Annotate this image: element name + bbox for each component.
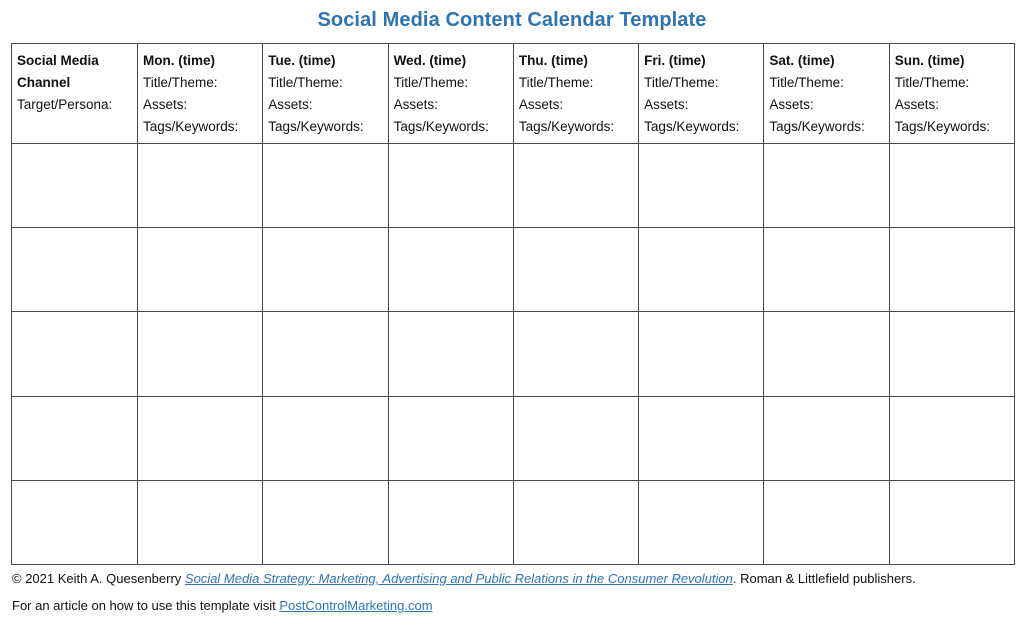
content-calendar-table	[11, 43, 1015, 565]
calendar-cell[interactable]	[263, 312, 388, 396]
header-cell-tue	[263, 44, 388, 144]
calendar-cell[interactable]	[639, 396, 764, 480]
tags-keywords-label: Tags/Keywords:	[894, 119, 990, 134]
target-persona-label: Target/Persona:	[17, 97, 113, 112]
header-cell-thu	[513, 44, 638, 144]
title-theme-label: Title/Theme:	[143, 75, 218, 90]
calendar-cell[interactable]	[764, 480, 889, 564]
assets-label: Assets:	[143, 97, 188, 112]
calendar-cell[interactable]	[263, 396, 388, 480]
calendar-cell[interactable]	[138, 480, 263, 564]
header-cell-sun	[889, 44, 1014, 144]
day-heading: Thu. (time)	[518, 53, 588, 68]
calendar-row	[12, 228, 1015, 312]
title-theme-label: Title/Theme:	[393, 75, 469, 90]
header-cell-wed	[388, 44, 513, 144]
tags-keywords-label: Tags/Keywords:	[644, 119, 740, 134]
calendar-cell[interactable]	[513, 480, 638, 564]
calendar-cell[interactable]	[639, 144, 764, 228]
calendar-cell[interactable]	[889, 144, 1014, 228]
calendar-cell[interactable]	[639, 228, 764, 312]
calendar-row	[12, 396, 1015, 480]
day-heading: Sun. (time)	[894, 53, 965, 68]
calendar-cell[interactable]	[513, 312, 638, 396]
assets-label: Assets:	[268, 97, 313, 112]
calendar-cell[interactable]	[388, 144, 513, 228]
title-theme-label: Title/Theme:	[894, 75, 970, 90]
title-theme-label: Title/Theme:	[518, 75, 594, 90]
calendar-row	[12, 144, 1015, 228]
header-cell-fri	[639, 44, 764, 144]
calendar-cell[interactable]	[764, 396, 889, 480]
tags-keywords-label: Tags/Keywords:	[769, 119, 865, 134]
assets-label: Assets:	[894, 97, 939, 112]
copyright-line	[12, 571, 916, 586]
calendar-cell[interactable]	[138, 312, 263, 396]
tags-keywords-label: Tags/Keywords:	[143, 119, 239, 134]
calendar-cell[interactable]	[513, 396, 638, 480]
calendar-cell[interactable]	[764, 144, 889, 228]
calendar-cell[interactable]	[513, 228, 638, 312]
header-cell-sat	[764, 44, 889, 144]
title-theme-label: Title/Theme:	[268, 75, 343, 90]
calendar-row	[12, 312, 1015, 396]
calendar-cell[interactable]	[639, 480, 764, 564]
calendar-cell[interactable]	[138, 228, 263, 312]
calendar-cell[interactable]	[138, 396, 263, 480]
calendar-cell[interactable]	[12, 480, 138, 564]
calendar-cell[interactable]	[764, 312, 889, 396]
calendar-cell[interactable]	[889, 396, 1014, 480]
calendar-cell[interactable]	[764, 228, 889, 312]
calendar-cell[interactable]	[639, 312, 764, 396]
calendar-cell[interactable]	[388, 396, 513, 480]
day-heading: Wed. (time)	[393, 53, 467, 68]
channel-heading-line2: Channel	[17, 75, 71, 90]
calendar-cell[interactable]	[889, 480, 1014, 564]
tags-keywords-label: Tags/Keywords:	[518, 119, 615, 134]
calendar-cell[interactable]	[889, 228, 1014, 312]
calendar-cell[interactable]	[263, 480, 388, 564]
publisher-text: . Roman & Littlefield publishers.	[732, 571, 916, 586]
day-heading: Mon. (time)	[143, 53, 215, 68]
book-link[interactable]: Social Media Strategy: Marketing, Advertising and Public Relations in the Consumer Revolution	[184, 571, 733, 586]
assets-label: Assets:	[644, 97, 689, 112]
calendar-row	[12, 480, 1015, 564]
channel-heading-line1: Social Media	[17, 53, 99, 68]
calendar-cell[interactable]	[263, 228, 388, 312]
calendar-cell[interactable]	[388, 312, 513, 396]
calendar-cell[interactable]	[12, 312, 138, 396]
article-line	[12, 598, 433, 613]
calendar-cell[interactable]	[388, 228, 513, 312]
day-heading: Sat. (time)	[769, 53, 835, 68]
assets-label: Assets:	[393, 97, 438, 112]
assets-label: Assets:	[769, 97, 814, 112]
article-text: For an article on how to use this template visit	[12, 598, 280, 613]
calendar-cell[interactable]	[12, 144, 138, 228]
copyright-text: © 2021 Keith A. Quesenberry	[12, 571, 185, 586]
header-cell-channel	[12, 44, 138, 144]
calendar-cell[interactable]	[138, 144, 263, 228]
calendar-cell[interactable]	[513, 144, 638, 228]
header-cell-mon	[138, 44, 263, 144]
page-title: Social Media Content Calendar Template	[317, 9, 707, 31]
site-link[interactable]: PostControlMarketing.com	[279, 598, 433, 613]
tags-keywords-label: Tags/Keywords:	[268, 119, 364, 134]
calendar-cell[interactable]	[12, 396, 138, 480]
calendar-cell[interactable]	[12, 228, 138, 312]
assets-label: Assets:	[518, 97, 564, 112]
title-theme-label: Title/Theme:	[644, 75, 719, 90]
title-theme-label: Title/Theme:	[769, 75, 844, 90]
tags-keywords-label: Tags/Keywords:	[393, 119, 489, 134]
header-row	[12, 44, 1015, 144]
calendar-cell[interactable]	[889, 312, 1014, 396]
calendar-cell[interactable]	[263, 144, 388, 228]
day-heading: Fri. (time)	[644, 53, 706, 68]
calendar-cell[interactable]	[388, 480, 513, 564]
day-heading: Tue. (time)	[268, 53, 336, 68]
